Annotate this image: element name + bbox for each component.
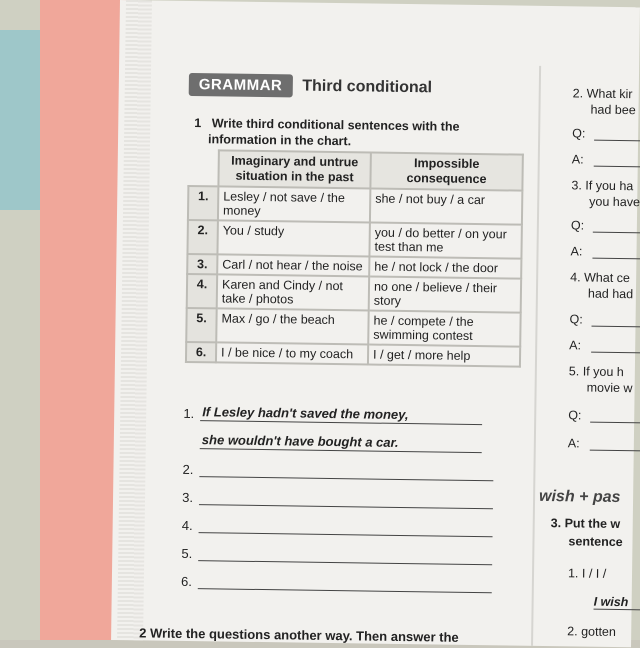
question-3-cont: you have: [589, 195, 640, 210]
consequence-cell: no one / believe / their story: [369, 277, 521, 313]
row-number: 6.: [186, 342, 216, 362]
consequence-cell: he / compete / the swimming contest: [368, 311, 520, 347]
a-label: A:: [568, 436, 590, 450]
answer-text[interactable]: [199, 516, 493, 537]
a-label: A:: [569, 338, 591, 352]
answer-line-5[interactable]: [172, 539, 492, 565]
answer-text[interactable]: If Lesley hadn't saved the money,: [200, 404, 482, 425]
q-label: Q:: [572, 126, 594, 140]
q-label: Q:: [571, 218, 593, 232]
exercise2-number: 2: [139, 625, 146, 640]
answer-line-3[interactable]: [173, 483, 493, 509]
a-line[interactable]: [572, 152, 640, 167]
table-row: [187, 274, 521, 313]
col2-header-line2: consequence: [406, 171, 486, 186]
answer-line-1b[interactable]: [174, 427, 482, 453]
q-line[interactable]: [572, 126, 640, 141]
exercise2-text: Write the questions another way. Then answer the: [150, 625, 459, 644]
question-5-cont: movie w: [587, 381, 633, 396]
a-label: A:: [572, 152, 594, 166]
col1-header-line1: Imaginary and untrue: [231, 154, 358, 170]
section-header: [189, 73, 433, 99]
table-row: [188, 186, 522, 225]
situation-cell: Karen and Cindy / not take / photos: [217, 274, 369, 310]
a-line[interactable]: [570, 244, 640, 259]
q-label: Q:: [569, 312, 591, 326]
answer-label: 1.: [174, 406, 194, 421]
answer-text[interactable]: [199, 488, 493, 509]
q-underline[interactable]: [591, 314, 640, 328]
situation-cell: You / study: [217, 220, 369, 256]
col1-header-line2: situation in the past: [235, 169, 353, 185]
row-number: 4.: [187, 274, 217, 308]
exercise3-item2: 2. gotten: [567, 624, 616, 639]
answer-line-6[interactable]: [172, 567, 492, 593]
question-2-cont: had bee: [590, 103, 635, 118]
answer-label: 5.: [172, 546, 192, 561]
q-line[interactable]: [571, 218, 640, 233]
a-underline[interactable]: [592, 246, 640, 260]
column-divider: [531, 66, 541, 646]
page-torn-edge: [117, 0, 152, 640]
row-number: 1.: [188, 186, 218, 220]
a-underline[interactable]: [590, 438, 640, 452]
answer-label: 2.: [173, 462, 193, 477]
exercise3-item1-answer[interactable]: I wish: [594, 595, 640, 611]
table-row: [187, 220, 521, 259]
a-line[interactable]: [569, 338, 640, 353]
question-3: 3. If you ha: [571, 178, 633, 193]
answer-text[interactable]: [199, 460, 493, 481]
exercise1-instruction: [194, 115, 494, 151]
answer-line-1[interactable]: [174, 399, 482, 425]
situation-cell: Lesley / not save / the money: [218, 186, 370, 222]
row-number: 5.: [186, 308, 216, 342]
section-title: Third conditional: [302, 77, 432, 97]
consequence-cell: she / not buy / a car: [370, 189, 522, 225]
question-4-cont: had had: [588, 287, 633, 302]
answer-line-4[interactable]: [173, 511, 493, 537]
q-line[interactable]: [569, 312, 640, 327]
answer-text[interactable]: she wouldn't have bought a car.: [200, 432, 482, 453]
answer-label: 6.: [172, 574, 192, 589]
a-underline[interactable]: [594, 154, 640, 168]
col2-header-line1: Impossible: [414, 156, 479, 171]
q-underline[interactable]: [593, 220, 640, 234]
row-number: 2.: [187, 220, 217, 254]
exercise1-number: 1: [194, 115, 208, 131]
table-row: [186, 342, 520, 367]
instruction-line1: Write third conditional sentences with the: [212, 116, 460, 133]
situation-cell: I / be nice / to my coach: [216, 342, 368, 364]
answer-line-2[interactable]: [173, 455, 493, 481]
grammar-badge: GRAMMAR: [189, 73, 293, 97]
worksheet-page: [111, 0, 640, 647]
answer-label: 4.: [173, 518, 193, 533]
instruction-line2: information in the chart.: [194, 132, 351, 148]
exercise2-instruction: [139, 625, 459, 644]
situation-cell: Max / go / the beach: [216, 308, 368, 344]
answer-label: 3.: [173, 490, 193, 505]
table-row: [186, 308, 520, 347]
q-line[interactable]: [568, 408, 640, 423]
answer-text[interactable]: [198, 544, 492, 565]
question-4: 4. What ce: [570, 270, 630, 285]
exercise3-instruction-cont: sentence: [568, 534, 622, 549]
row-number: 3.: [187, 254, 217, 274]
q-underline[interactable]: [590, 410, 640, 424]
q-label: Q:: [568, 408, 590, 422]
q-underline[interactable]: [594, 128, 640, 142]
a-line[interactable]: [568, 436, 640, 451]
wish-heading: wish + pas: [539, 488, 621, 507]
question-5: 5. If you h: [569, 364, 624, 379]
blue-folder-tab: [0, 30, 40, 210]
answer-text[interactable]: [198, 572, 492, 593]
exercise3-item1: 1. I / I /: [568, 566, 606, 581]
consequence-cell: he / not lock / the door: [369, 257, 521, 279]
a-underline[interactable]: [591, 340, 640, 354]
question-2: 2. What kir: [573, 86, 633, 101]
conditional-chart: [185, 149, 524, 368]
situation-cell: Carl / not hear / the noise: [217, 254, 369, 276]
a-label: A:: [570, 244, 592, 258]
consequence-cell: I / get / more help: [368, 344, 520, 366]
consequence-cell: you / do better / on your test than me: [369, 223, 521, 259]
exercise3-instruction: 3. Put the w: [551, 516, 621, 531]
